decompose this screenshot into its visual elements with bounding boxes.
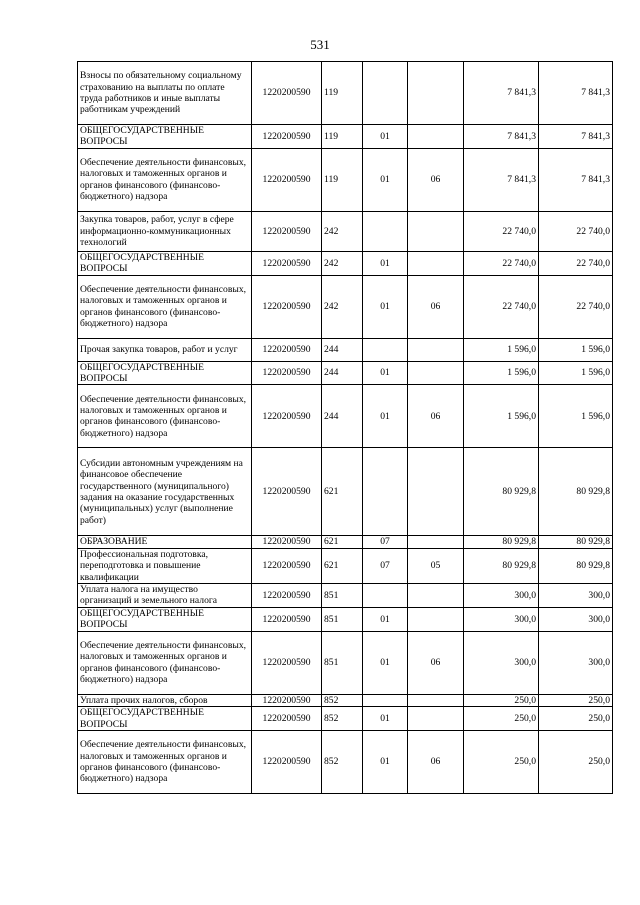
amount-1-cell: 22 740,0 [464,251,539,275]
amount-1-cell: 22 740,0 [464,211,539,251]
section-code-cell: 01 [363,125,408,149]
table-row [78,361,613,385]
table-row [78,548,613,583]
expense-type-code-cell: 621 [322,536,363,548]
subsection-code-cell [408,607,464,631]
section-code-cell [363,62,408,125]
section-code-cell: 01 [363,631,408,694]
amount-1-cell: 300,0 [464,607,539,631]
section-code-cell: 07 [363,548,408,583]
section-code-cell [363,694,408,706]
amount-2-cell: 300,0 [539,631,613,694]
row-name-cell: Профессиональная подготовка, переподготовка и повышение квалификации [78,548,252,583]
target-article-code-cell: 1220200590 [252,125,322,149]
subsection-code-cell [408,448,464,536]
subsection-code-cell: 06 [408,148,464,211]
expense-type-code-cell: 851 [322,607,363,631]
expense-type-code-cell: 244 [322,338,363,361]
section-code-cell: 01 [363,607,408,631]
expense-type-code-cell: 244 [322,385,363,448]
table-row [78,584,613,608]
amount-2-cell: 250,0 [539,694,613,706]
subsection-code-cell [408,361,464,385]
table-row [78,631,613,694]
amount-2-cell: 7 841,3 [539,62,613,125]
table-row [78,338,613,361]
amount-1-cell: 7 841,3 [464,62,539,125]
target-article-code-cell: 1220200590 [252,536,322,548]
table-row [78,707,613,731]
budget-table-body [78,62,613,794]
amount-2-cell: 250,0 [539,730,613,793]
expense-type-code-cell: 852 [322,707,363,731]
amount-1-cell: 1 596,0 [464,385,539,448]
expense-type-code-cell: 119 [322,148,363,211]
subsection-code-cell [408,584,464,608]
amount-1-cell: 7 841,3 [464,148,539,211]
amount-2-cell: 7 841,3 [539,125,613,149]
expense-type-code-cell: 621 [322,448,363,536]
row-name-cell: Уплата прочих налогов, сборов [78,694,252,706]
table-row [78,125,613,149]
amount-1-cell: 250,0 [464,730,539,793]
target-article-code-cell: 1220200590 [252,707,322,731]
row-name-cell: ОБЩЕГОСУДАРСТВЕННЫЕ ВОПРОСЫ [78,707,252,731]
subsection-code-cell [408,338,464,361]
row-name-cell: Обеспечение деятельности финансовых, налоговых и таможенных органов и органов финансового (финансово-бюджетного) надзора [78,275,252,338]
expense-type-code-cell: 851 [322,631,363,694]
expense-type-code-cell: 119 [322,125,363,149]
section-code-cell [363,584,408,608]
section-code-cell: 01 [363,707,408,731]
expense-type-code-cell: 852 [322,694,363,706]
row-name-cell: Прочая закупка товаров, работ и услуг [78,338,252,361]
target-article-code-cell: 1220200590 [252,211,322,251]
target-article-code-cell: 1220200590 [252,448,322,536]
amount-2-cell: 300,0 [539,584,613,608]
table-row [78,448,613,536]
expense-type-code-cell: 851 [322,584,363,608]
amount-1-cell: 80 929,8 [464,536,539,548]
target-article-code-cell: 1220200590 [252,275,322,338]
table-row [78,148,613,211]
budget-table [77,61,613,794]
amount-1-cell: 250,0 [464,694,539,706]
table-row [78,211,613,251]
target-article-code-cell: 1220200590 [252,385,322,448]
table-row [78,62,613,125]
target-article-code-cell: 1220200590 [252,607,322,631]
amount-2-cell: 80 929,8 [539,548,613,583]
subsection-code-cell [408,62,464,125]
section-code-cell: 01 [363,730,408,793]
row-name-cell: Обеспечение деятельности финансовых, налоговых и таможенных органов и органов финансового (финансово-бюджетного) надзора [78,385,252,448]
subsection-code-cell: 06 [408,385,464,448]
expense-type-code-cell: 242 [322,275,363,338]
target-article-code-cell: 1220200590 [252,548,322,583]
table-row [78,275,613,338]
table-row [78,385,613,448]
amount-1-cell: 80 929,8 [464,448,539,536]
subsection-code-cell: 06 [408,631,464,694]
table-row [78,251,613,275]
subsection-code-cell: 05 [408,548,464,583]
section-code-cell: 01 [363,251,408,275]
amount-1-cell: 22 740,0 [464,275,539,338]
page-number: 531 [310,37,330,52]
target-article-code-cell: 1220200590 [252,584,322,608]
row-name-cell: Обеспечение деятельности финансовых, налоговых и таможенных органов и органов финансового (финансово-бюджетного) надзора [78,148,252,211]
amount-1-cell: 1 596,0 [464,338,539,361]
expense-type-code-cell: 852 [322,730,363,793]
target-article-code-cell: 1220200590 [252,361,322,385]
section-code-cell [363,338,408,361]
subsection-code-cell: 06 [408,730,464,793]
expense-type-code-cell: 242 [322,251,363,275]
table-row [78,607,613,631]
row-name-cell: ОБЩЕГОСУДАРСТВЕННЫЕ ВОПРОСЫ [78,607,252,631]
subsection-code-cell [408,211,464,251]
row-name-cell: ОБРАЗОВАНИЕ [78,536,252,548]
target-article-code-cell: 1220200590 [252,694,322,706]
table-row [78,694,613,706]
row-name-cell: ОБЩЕГОСУДАРСТВЕННЫЕ ВОПРОСЫ [78,125,252,149]
section-code-cell: 07 [363,536,408,548]
amount-2-cell: 80 929,8 [539,536,613,548]
target-article-code-cell: 1220200590 [252,251,322,275]
target-article-code-cell: 1220200590 [252,62,322,125]
amount-2-cell: 1 596,0 [539,338,613,361]
row-name-cell: Уплата налога на имущество организаций и земельного налога [78,584,252,608]
target-article-code-cell: 1220200590 [252,338,322,361]
expense-type-code-cell: 242 [322,211,363,251]
subsection-code-cell [408,536,464,548]
target-article-code-cell: 1220200590 [252,730,322,793]
target-article-code-cell: 1220200590 [252,631,322,694]
amount-1-cell: 7 841,3 [464,125,539,149]
amount-2-cell: 22 740,0 [539,275,613,338]
amount-2-cell: 22 740,0 [539,211,613,251]
table-row [78,730,613,793]
subsection-code-cell [408,694,464,706]
section-code-cell: 01 [363,275,408,338]
amount-1-cell: 300,0 [464,584,539,608]
subsection-code-cell [408,707,464,731]
expense-type-code-cell: 119 [322,62,363,125]
amount-2-cell: 80 929,8 [539,448,613,536]
section-code-cell: 01 [363,148,408,211]
amount-1-cell: 80 929,8 [464,548,539,583]
table-row [78,536,613,548]
amount-2-cell: 7 841,3 [539,148,613,211]
target-article-code-cell: 1220200590 [252,148,322,211]
section-code-cell [363,448,408,536]
amount-1-cell: 250,0 [464,707,539,731]
section-code-cell [363,211,408,251]
row-name-cell: Субсидии автономным учреждениям на финансовое обеспечение государственного (муниципального) задания на оказание государственных (муниципальных) услуг (выполнение работ) [78,448,252,536]
amount-1-cell: 300,0 [464,631,539,694]
subsection-code-cell [408,125,464,149]
amount-2-cell: 1 596,0 [539,361,613,385]
amount-2-cell: 1 596,0 [539,385,613,448]
amount-2-cell: 250,0 [539,707,613,731]
amount-2-cell: 22 740,0 [539,251,613,275]
amount-2-cell: 300,0 [539,607,613,631]
amount-1-cell: 1 596,0 [464,361,539,385]
subsection-code-cell: 06 [408,275,464,338]
row-name-cell: ОБЩЕГОСУДАРСТВЕННЫЕ ВОПРОСЫ [78,361,252,385]
subsection-code-cell [408,251,464,275]
section-code-cell: 01 [363,385,408,448]
row-name-cell: Обеспечение деятельности финансовых, налоговых и таможенных органов и органов финансового (финансово-бюджетного) надзора [78,730,252,793]
row-name-cell: ОБЩЕГОСУДАРСТВЕННЫЕ ВОПРОСЫ [78,251,252,275]
row-name-cell: Взносы по обязательному социальному страхованию на выплаты по оплате труда работников и иные выплаты работникам учреждений [78,62,252,125]
row-name-cell: Обеспечение деятельности финансовых, налоговых и таможенных органов и органов финансового (финансово-бюджетного) надзора [78,631,252,694]
row-name-cell: Закупка товаров, работ, услуг в сфере информационно-коммуникационных технологий [78,211,252,251]
expense-type-code-cell: 244 [322,361,363,385]
expense-type-code-cell: 621 [322,548,363,583]
section-code-cell: 01 [363,361,408,385]
